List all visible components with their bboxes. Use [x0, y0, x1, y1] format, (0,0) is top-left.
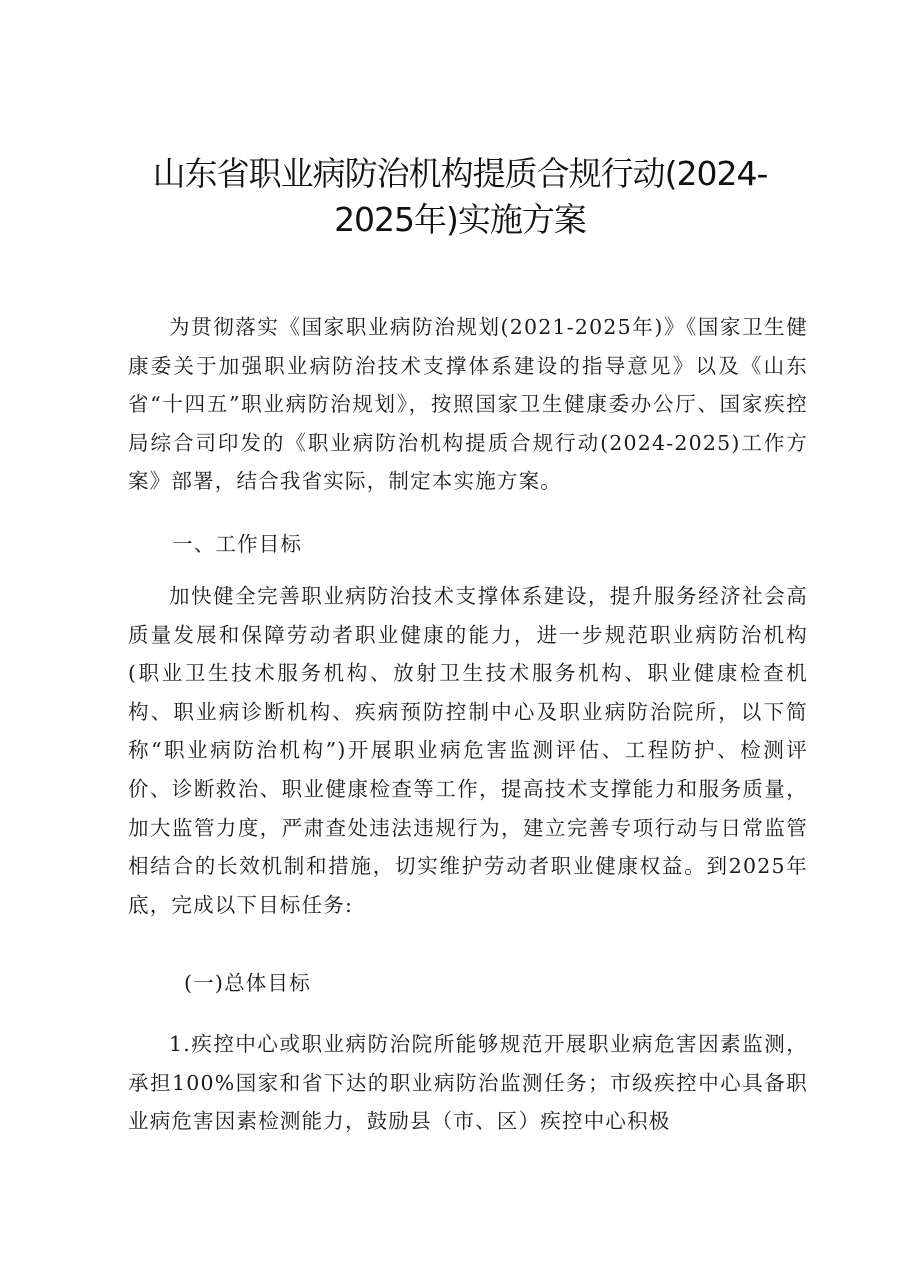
subsection-heading-overall-goals: (一)总体目标: [184, 971, 311, 995]
section1-block: [128, 577, 808, 924]
section-heading-work-goals: 一、工作目标: [172, 532, 303, 556]
item1-paragraph: 1.疾控中心或职业病防治院所能够规范开展职业病危害因素监测，承担100%国家和省下达的职业病防治监测任务；市级疾控中心具备职业病危害因素检测能力，鼓励县（市、区）疾控中心积极: [128, 1032, 808, 1134]
intro-block: [128, 308, 808, 501]
item1-block: [128, 1025, 808, 1141]
section1-paragraph: 加快健全完善职业病防治技术支撑体系建设，提升服务经济社会高质量发展和保障劳动者职业健康的能力，进一步规范职业病防治机构(职业卫生技术服务机构、放射卫生技术服务机构、职业健康检查机构、职业病诊断机构、疾病预防控制中心及职业病防治院所，以下简称“职业病防治机构”)开展职业病危害监测评估、工程防护、检测评价、诊断救治、职业健康检查等工作，提高技术支撑能力和服务质量，加大监管力度，严肃查处违法违规行为，建立完善专项行动与日常监管相结合的长效机制和措施，切实维护劳动者职业健康权益。到2025年底，完成以下目标任务:: [128, 584, 808, 917]
document-title-line-2: 2025年)实施方案: [334, 200, 586, 239]
document-title-line-1: 山东省职业病防治机构提质合规行动(2024-: [152, 154, 768, 193]
intro-paragraph: 为贯彻落实《国家职业病防治规划(2021-2025年)》《国家卫生健康委关于加强职业病防治技术支撑体系建设的指导意见》以及《山东省“十四五”职业病防治规划》，按照国家卫生健康委办公厅、国家疾控局综合司印发的《职业病防治机构提质合规行动(2024-2025)工作方案》部署，结合我省实际，制定本实施方案。: [128, 315, 808, 494]
